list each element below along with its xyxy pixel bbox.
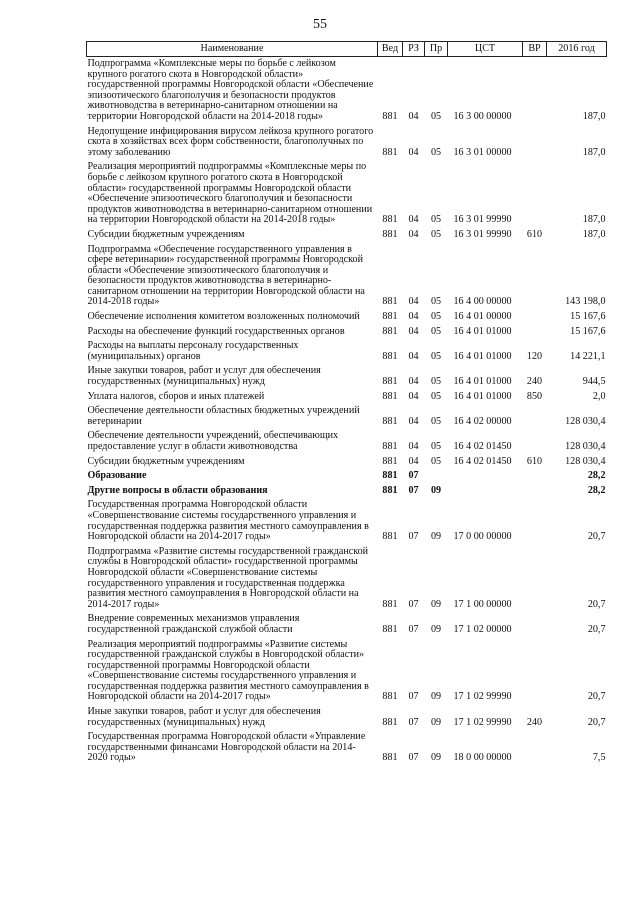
cell-rz: 04 <box>408 376 419 388</box>
cell-sum: 187,0 <box>582 110 606 122</box>
cell-pr: 09 <box>430 484 442 496</box>
cell-cst: 16 4 01 01000 <box>453 376 512 388</box>
cell-ved: 881 <box>382 484 398 496</box>
cell-vr <box>523 310 547 325</box>
cell-rz: 07 <box>408 752 419 764</box>
cell-rz: 07 <box>408 484 419 496</box>
cell-cst: 16 4 00 00000 <box>453 296 512 308</box>
cell-ved: 881 <box>382 623 398 635</box>
cell-sum: 7,5 <box>592 752 606 764</box>
cell-rz: 07 <box>408 531 419 543</box>
cell-ved: 881 <box>382 441 398 452</box>
cell-name: Подпрограмма «Комплексные меры по борьбе с лейкозом крупного рогатого скота в Новгородской области» государственной программы Новгородской области «Обеспечение эпизоотического благополучия и безопасности продуктов животноводства в ветеринарно-санитарном отношении на территории Новгородской области на 2014-2018 годы» <box>87 58 374 122</box>
cell-name: Обеспечение деятельности областных бюджетных учреждений ветеринарии <box>87 405 360 427</box>
cell-name: Государственная программа Новгородской области «Совершенствование системы государственного управления и государственная поддержка развития местного самоуправления в Новгородской области на 2014-2017 годы» <box>87 499 369 543</box>
table-row <box>87 228 607 243</box>
cell-vr: 120 <box>526 350 543 362</box>
cell-sum: 15 167,6 <box>570 311 606 323</box>
cell-rz: 04 <box>408 390 419 402</box>
cell-rz: 07 <box>408 623 419 635</box>
cell-ved: 881 <box>382 455 398 467</box>
cell-ved: 881 <box>382 716 398 728</box>
cell-pr: 09 <box>430 598 442 610</box>
cell-pr <box>425 469 448 484</box>
cell-cst: 16 4 01 01000 <box>453 350 512 362</box>
table-row <box>87 57 607 125</box>
page-number: 55 <box>313 17 327 32</box>
cell-cst: 17 1 02 00000 <box>453 623 512 635</box>
cell-cst: 17 1 00 00000 <box>453 598 512 610</box>
cell-ved: 881 <box>382 531 398 543</box>
cell-name: Обеспечение исполнения комитетом возложенных полномочий <box>87 311 360 323</box>
table-row <box>87 705 607 730</box>
cell-sum: 128 030,4 <box>565 441 606 452</box>
cell-vr <box>523 243 547 311</box>
cell-name: Образование <box>87 470 147 482</box>
cell-name: Подпрограмма «Обеспечение государственного управления в сфере ветеринарии» государственной программы Новгородской области «Обеспечение эпизоотического благополучия и безопасности продуктов животноводства в ветеринарно-санитарном отношении на территории Новгородской области на 2014-2018 годы» <box>87 243 365 308</box>
cell-pr: 09 <box>430 691 442 703</box>
header-vr: ВР <box>523 42 547 57</box>
cell-name: Уплата налогов, сборов и иных платежей <box>87 390 265 402</box>
table-row <box>87 484 607 499</box>
cell-pr: 05 <box>430 311 442 323</box>
cell-vr: 240 <box>526 376 543 388</box>
cell-ved: 881 <box>382 214 398 226</box>
cell-cst: 18 0 00 00000 <box>453 752 512 764</box>
cell-cst: 16 4 02 01450 <box>453 441 512 452</box>
table-row <box>87 455 607 470</box>
table-row <box>87 469 607 484</box>
cell-vr <box>523 404 547 429</box>
cell-rz: 04 <box>408 311 419 323</box>
table-row <box>87 310 607 325</box>
cell-ved: 881 <box>382 296 398 308</box>
cell-vr <box>523 57 547 125</box>
cell-sum: 128 030,4 <box>565 415 606 427</box>
cell-rz: 04 <box>408 228 419 240</box>
cell-ved: 881 <box>382 376 398 388</box>
cell-sum: 143 198,0 <box>565 296 606 308</box>
header-sum: 2016 год <box>547 42 607 57</box>
table-body <box>87 57 607 767</box>
cell-rz: 04 <box>408 146 419 158</box>
cell-pr: 05 <box>430 296 442 308</box>
cell-pr: 05 <box>430 214 442 226</box>
cell-pr: 05 <box>430 350 442 362</box>
cell-pr: 05 <box>430 441 442 452</box>
cell-ved: 881 <box>382 415 398 427</box>
cell-sum: 14 221,1 <box>570 350 606 362</box>
cell-cst: 16 4 01 01000 <box>453 390 512 402</box>
cell-rz: 04 <box>408 415 419 427</box>
table-row <box>87 545 607 613</box>
table-row <box>87 160 607 228</box>
table-row <box>87 390 607 405</box>
cell-name: Недопущение инфицирования вирусом лейкоза крупного рогатого скота в хозяйствах всех форм собственности, благополучных по этому заболеванию <box>87 125 374 158</box>
cell-ved: 881 <box>382 228 398 240</box>
cell-ved: 881 <box>382 350 398 362</box>
cell-name: Внедрение современных механизмов управления государственной гражданской службой области <box>87 613 300 635</box>
cell-pr: 05 <box>430 390 442 402</box>
cell-sum: 28,2 <box>587 470 606 482</box>
cell-rz: 07 <box>408 470 419 482</box>
cell-sum: 187,0 <box>582 146 606 158</box>
table-row <box>87 125 607 161</box>
cell-vr <box>523 612 547 637</box>
cell-name: Подпрограмма «Развитие системы государственной гражданской службы в Новгородской области» государственной программы Новгородской области «Совершенствование системы государственного управления и государственная поддержка развития местного самоуправления в Новгородской области на 2014-2017 годы» <box>87 545 369 610</box>
cell-cst <box>448 469 523 484</box>
cell-rz: 07 <box>408 716 419 728</box>
cell-vr <box>523 125 547 161</box>
cell-cst: 16 4 01 01000 <box>453 325 512 337</box>
cell-cst: 17 0 00 00000 <box>453 531 512 543</box>
cell-cst: 16 4 02 00000 <box>453 415 512 427</box>
cell-vr: 240 <box>526 716 543 728</box>
cell-cst: 16 4 01 00000 <box>453 311 512 323</box>
cell-vr <box>523 638 547 706</box>
cell-pr: 05 <box>430 325 442 337</box>
table-row <box>87 325 607 340</box>
cell-ved: 881 <box>382 110 398 122</box>
cell-ved: 881 <box>382 325 398 337</box>
table-row <box>87 429 607 454</box>
cell-pr: 09 <box>430 531 442 543</box>
cell-vr <box>523 498 547 544</box>
table-row <box>87 404 607 429</box>
cell-name: Реализация мероприятий подпрограммы «Развитие системы государственной гражданской службы в Новгородской области» государственной программы Новгородской области «Совершенствование системы государственного управления и государственная поддержка развития местного самоуправления в Новгородской области на 2014-2017 годы» <box>87 638 369 703</box>
cell-cst <box>448 484 523 499</box>
cell-name: Субсидии бюджетным учреждениям <box>87 228 245 240</box>
table-row <box>87 612 607 637</box>
header-pr: Пр <box>425 42 448 57</box>
table-row <box>87 364 607 389</box>
cell-vr <box>523 469 547 484</box>
cell-vr <box>523 545 547 613</box>
cell-sum: 187,0 <box>582 214 606 226</box>
cell-rz: 07 <box>408 598 419 610</box>
cell-rz: 04 <box>408 110 419 122</box>
header-cst: ЦСТ <box>448 42 523 57</box>
cell-pr: 05 <box>430 415 442 427</box>
table-row <box>87 498 607 544</box>
cell-sum: 20,7 <box>587 691 606 703</box>
cell-sum: 20,7 <box>587 716 606 728</box>
cell-pr: 09 <box>430 623 442 635</box>
table-row <box>87 638 607 706</box>
cell-sum: 187,0 <box>582 228 606 240</box>
cell-rz: 04 <box>408 350 419 362</box>
cell-ved: 881 <box>382 752 398 764</box>
header-rz: РЗ <box>403 42 425 57</box>
cell-vr: 850 <box>526 390 543 402</box>
cell-vr <box>523 484 547 499</box>
header-name: Наименование <box>87 42 378 57</box>
cell-cst: 16 3 01 00000 <box>453 146 512 158</box>
cell-pr: 05 <box>430 146 442 158</box>
cell-ved: 881 <box>382 470 398 482</box>
table-row <box>87 243 607 311</box>
cell-name: Расходы на выплаты персоналу государственных (муниципальных) органов <box>87 340 299 362</box>
cell-cst: 17 1 02 99990 <box>453 716 512 728</box>
cell-cst: 16 3 01 99990 <box>453 228 512 240</box>
cell-sum: 944,5 <box>582 376 606 388</box>
cell-ved: 881 <box>382 146 398 158</box>
cell-name: Иные закупки товаров, работ и услуг для обеспечения государственных (муниципальных) нужд <box>87 706 321 728</box>
cell-vr: 610 <box>526 455 543 467</box>
cell-name: Другие вопросы в области образования <box>87 484 268 496</box>
cell-name: Государственная программа Новгородской области «Управление государственными финансами Новгородской области на 2014-2020 годы» <box>87 731 366 764</box>
cell-sum: 15 167,6 <box>570 325 606 337</box>
cell-sum: 128 030,4 <box>565 455 606 467</box>
cell-sum: 20,7 <box>587 598 606 610</box>
cell-pr: 05 <box>430 228 442 240</box>
cell-name: Иные закупки товаров, работ и услуг для обеспечения государственных (муниципальных) нужд <box>87 365 321 388</box>
cell-rz: 04 <box>408 296 419 308</box>
cell-sum: 2,0 <box>592 390 606 402</box>
cell-rz: 07 <box>408 691 419 703</box>
cell-rz: 04 <box>408 325 419 337</box>
cell-pr: 09 <box>430 752 442 764</box>
cell-vr <box>523 730 547 766</box>
cell-ved: 881 <box>382 390 398 402</box>
cell-cst: 16 4 02 01450 <box>453 455 512 467</box>
cell-sum: 28,2 <box>587 484 606 496</box>
cell-vr <box>523 325 547 340</box>
header-ved: Вед <box>378 42 403 57</box>
cell-vr: 610 <box>526 228 543 240</box>
cell-vr <box>523 160 547 228</box>
cell-pr: 09 <box>430 716 442 728</box>
cell-pr: 05 <box>430 455 442 467</box>
cell-cst: 17 1 02 99990 <box>453 691 512 703</box>
cell-name: Реализация мероприятий подпрограммы «Комплексные меры по борьбе с лейкозом крупного рогатого скота в Новгородской области» государственной программы Новгородской области «Обеспечение эпизоотического благополучия и безопасности продуктов животноводства в ветеринарно-санитарном отношении на территории Новгородской области на 2014-2018 годы» <box>87 161 373 226</box>
cell-vr <box>523 429 547 454</box>
cell-name: Расходы на обеспечение функций государственных органов <box>87 325 345 337</box>
budget-table <box>86 41 607 766</box>
cell-name: Обеспечение деятельности учреждений, обеспечивающих предоставление услуг в области животноводства <box>87 430 339 452</box>
cell-rz: 04 <box>408 441 419 452</box>
cell-rz: 04 <box>408 214 419 226</box>
cell-rz: 04 <box>408 455 419 467</box>
cell-name: Субсидии бюджетным учреждениям <box>87 455 245 467</box>
table-row <box>87 730 607 766</box>
cell-cst: 16 3 01 99990 <box>453 214 512 226</box>
table-header <box>87 42 607 57</box>
cell-pr: 05 <box>430 110 442 122</box>
cell-ved: 881 <box>382 598 398 610</box>
cell-sum: 20,7 <box>587 623 606 635</box>
cell-ved: 881 <box>382 691 398 703</box>
cell-ved: 881 <box>382 311 398 323</box>
cell-cst: 16 3 00 00000 <box>453 110 512 122</box>
table-row <box>87 339 607 364</box>
cell-sum: 20,7 <box>587 531 606 543</box>
cell-pr: 05 <box>430 376 442 388</box>
